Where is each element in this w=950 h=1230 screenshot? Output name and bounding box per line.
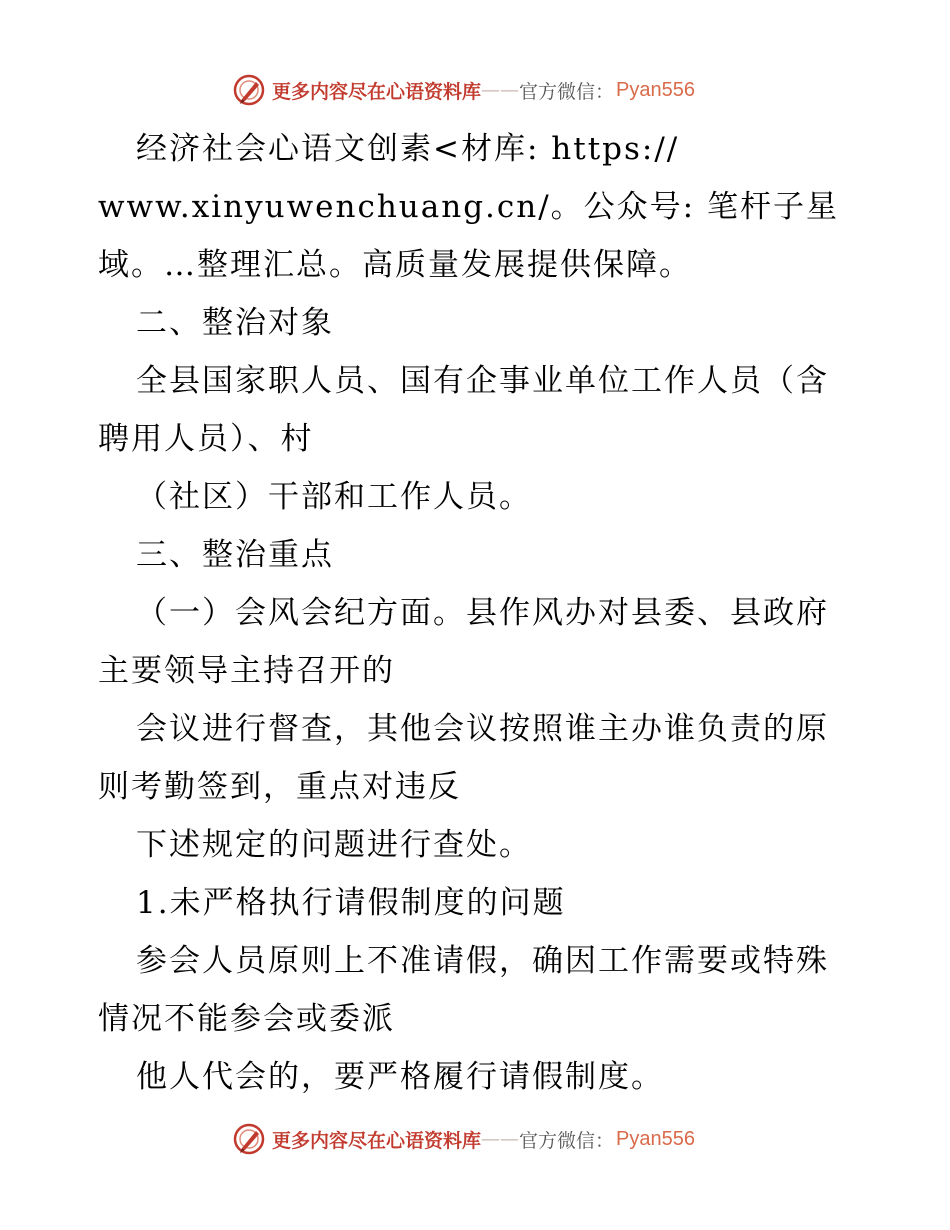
banner-wechat-id: Pyan556 (616, 78, 695, 101)
banner-brand-text: 更多内容尽在心语资料库 (272, 80, 482, 103)
body-line: 他人代会的，要严格履行请假制度。 (136, 1059, 664, 1095)
document-body (98, 120, 858, 1106)
body-line: 下述规定的问题进行查处。 (136, 827, 532, 863)
body-line: 域。…整理汇总。高质量发展提供保障。 (98, 247, 692, 283)
section-heading: 二、整治对象 (136, 305, 334, 341)
banner-wechat-id: Pyan556 (616, 1127, 695, 1150)
body-line: 经济社会心语文创素<材库: https:// (136, 131, 680, 167)
header-banner (232, 70, 695, 110)
body-line: 全县国家职人员、国有企事业单位工作人员（含 (136, 363, 829, 399)
banner-dash: —— (481, 79, 520, 101)
footer-banner (232, 1119, 695, 1159)
body-line: 聘用人员）、村 (98, 421, 314, 457)
banner-brand-text: 更多内容尽在心语资料库 (272, 1129, 482, 1152)
banner-official-label: 官方微信： (519, 80, 615, 103)
pen-logo-icon (232, 1122, 266, 1156)
body-line: （社区）干部和工作人员。 (136, 479, 532, 515)
banner-official-label: 官方微信： (519, 1129, 615, 1152)
banner-dash: —— (481, 1128, 520, 1150)
section-heading: 三、整治重点 (136, 537, 334, 573)
pen-logo-icon (232, 73, 266, 107)
body-line: （一）会风会纪方面。县作风办对县委、县政府 (136, 595, 829, 631)
body-line: 主要领导主持召开的 (98, 653, 395, 689)
body-line: 则考勤签到，重点对违反 (98, 769, 461, 805)
body-line: 情况不能参会或委派 (98, 1001, 395, 1037)
body-line: www.xinyuwenchuang.cn/。公众号: 笔杆子星 (98, 189, 839, 225)
subsection-heading: 1.未严格执行请假制度的问题 (136, 885, 566, 921)
body-line: 参会人员原则上不准请假，确因工作需要或特殊 (136, 943, 829, 979)
body-line: 会议进行督查，其他会议按照谁主办谁负责的原 (136, 711, 829, 747)
